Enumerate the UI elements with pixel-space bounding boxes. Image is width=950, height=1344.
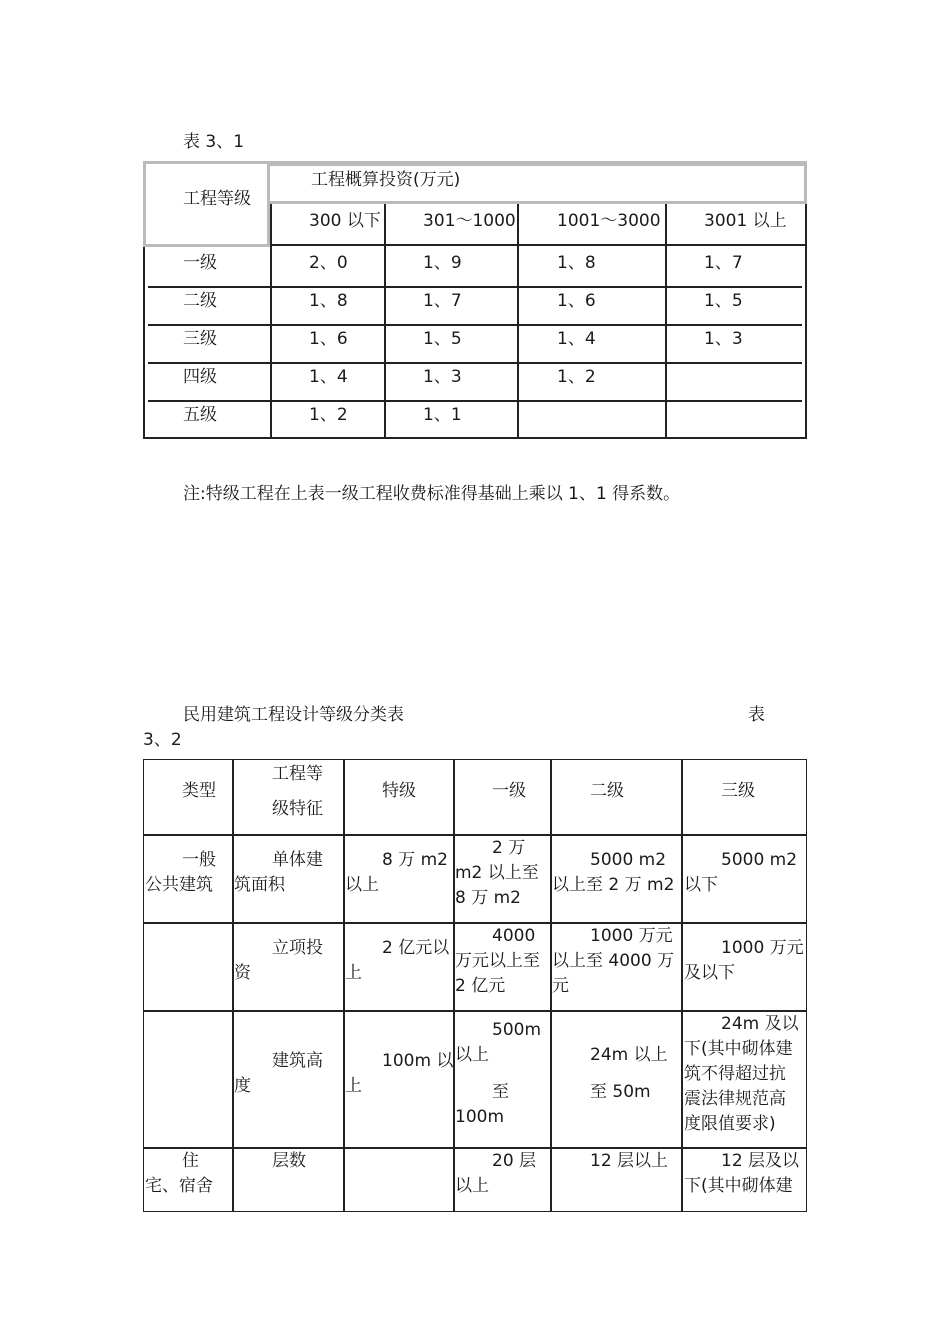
table1-cell: 1、9 <box>423 253 462 273</box>
table1-note: 注:特级工程在上表一级工程收费标准得基础上乘以 1、1 得系数。 <box>183 484 681 504</box>
table2-row4-level2: 12 层以上 <box>590 1151 669 1171</box>
table2-row1-special-line2: 以上 <box>345 875 379 895</box>
table1-invest-box-bottom <box>270 201 807 204</box>
table1-cell: 1、7 <box>704 253 743 273</box>
table2-row3-level3-line5: 度限值要求) <box>684 1114 776 1134</box>
table2-row2-special-line1: 2 亿元以 <box>382 938 450 958</box>
table1-hline-3 <box>148 362 802 364</box>
table2-header-special: 特级 <box>382 781 416 801</box>
table2-row3-level1-line3: 至 <box>492 1082 509 1102</box>
table1-cell: 1、4 <box>309 367 348 387</box>
table1-row-grade: 三级 <box>183 329 217 349</box>
table2-row4-feature: 层数 <box>272 1151 306 1171</box>
table2-row1-type-line1: 一般 <box>182 850 216 870</box>
table1-border-right <box>805 201 807 439</box>
table1-cell: 1、7 <box>423 291 462 311</box>
table2-row2-level1-line1: 4000 <box>492 926 536 946</box>
table2-row1-feature-line2: 筑面积 <box>234 875 285 895</box>
table1-range: 300 以下 <box>309 211 381 231</box>
table2-row3-level1-line1: 500m <box>492 1020 542 1040</box>
table2-caption-title: 民用建筑工程设计等级分类表 <box>183 705 404 725</box>
table2-row2-level2-line3: 元 <box>552 976 569 996</box>
table2-row3-special-line2: 上 <box>345 1076 362 1096</box>
table2-row1-level1-line1: 2 万 <box>492 838 526 858</box>
table2-row4-level1-line2: 以上 <box>455 1176 489 1196</box>
table1-range: 1001～3000 <box>557 211 661 231</box>
table1-cell: 1、1 <box>423 405 462 425</box>
table2-row1-feature-line1: 单体建 <box>272 850 323 870</box>
table2-row3-level3-line4: 震法律规范高 <box>684 1089 786 1109</box>
table2 <box>143 759 807 1212</box>
table1-row-grade: 五级 <box>183 405 217 425</box>
table1-header-grade: 工程等级 <box>183 189 251 209</box>
table2-row3-special-line1: 100m 以 <box>382 1051 454 1071</box>
table2-row1-level3-line2: 以下 <box>684 875 718 895</box>
table2-row3-level3-line1: 24m 及以 <box>721 1014 799 1034</box>
table2-header-type: 类型 <box>182 781 216 801</box>
table2-row4-type-line1: 住 <box>182 1151 199 1171</box>
table2-row1-level3-line1: 5000 m2 <box>721 850 798 870</box>
table1-row-grade: 一级 <box>183 253 217 273</box>
table1-cell: 1、8 <box>557 253 596 273</box>
table1-grade-box-bottom <box>143 244 270 247</box>
table2-row2-special-line2: 上 <box>345 963 362 983</box>
table2-vline-5 <box>681 760 683 1211</box>
table2-row3-level1-line2: 以上 <box>455 1045 489 1065</box>
table2-row1-level1-line3: 8 万 m2 <box>455 888 521 908</box>
table1-row-grade: 二级 <box>183 291 217 311</box>
table2-row1-level1-line2: m2 以上至 <box>455 863 539 883</box>
table2-row2-level3-line1: 1000 万元 <box>721 938 804 958</box>
table1-vline-1 <box>270 204 272 439</box>
table1-invest-box-top <box>270 164 807 166</box>
table1-vline-3 <box>517 204 519 439</box>
table2-row1-type-line2: 公共建筑 <box>145 875 213 895</box>
table2-row2-level1-line2: 万元以上至 <box>455 951 540 971</box>
table1-cell: 1、6 <box>557 291 596 311</box>
table1-border-bottom <box>143 437 807 439</box>
table1-cell: 1、4 <box>557 329 596 349</box>
table1-cell: 2、0 <box>309 253 348 273</box>
table1-row-grade: 四级 <box>183 367 217 387</box>
table1-cell: 1、8 <box>309 291 348 311</box>
table1-vline-4 <box>665 204 667 439</box>
table2-row2-feature-line1: 立项投 <box>272 938 323 958</box>
table1-cell: 1、2 <box>557 367 596 387</box>
table2-row3-level3-line3: 筑不得超过抗 <box>684 1064 786 1084</box>
table2-header-level1: 一级 <box>492 781 526 801</box>
table2-row4-level1-line1: 20 层 <box>492 1151 537 1171</box>
table2-row2-level1-line3: 2 亿元 <box>455 976 506 996</box>
table2-row2-feature-line2: 资 <box>234 963 251 983</box>
table1-cell: 1、5 <box>423 329 462 349</box>
table1-border-left <box>143 247 145 439</box>
table2-header-feature-line2: 级特征 <box>272 799 323 819</box>
table2-header-feature-line1: 工程等 <box>272 764 323 784</box>
table1-vline-2 <box>384 204 386 439</box>
table2-header-level3: 三级 <box>721 781 755 801</box>
table2-row4-level3-line2: 下(其中砌体建 <box>684 1176 793 1196</box>
table1-hline-4 <box>148 400 802 402</box>
table1-border-left-header <box>143 161 146 247</box>
table1-invest-box-right <box>804 164 807 204</box>
table1-range: 301～1000 <box>423 211 516 231</box>
table2-row2-level2-line2: 以上至 4000 万 <box>552 951 675 971</box>
table2-row3-level3-line2: 下(其中砌体建 <box>684 1039 793 1059</box>
table1 <box>143 161 807 439</box>
table1-hline-header <box>270 244 807 246</box>
table2-row2-level2-line1: 1000 万元 <box>590 926 673 946</box>
table2-row1-special-line1: 8 万 m2 <box>382 850 448 870</box>
table2-hline-2 <box>144 922 806 924</box>
table1-cell: 1、6 <box>309 329 348 349</box>
table1-header-invest: 工程概算投资(万元) <box>311 170 461 190</box>
table2-hline-4 <box>144 1147 806 1149</box>
table2-caption-tag: 表 <box>748 705 765 725</box>
table2-row4-type-line2: 宅、宿舍 <box>145 1176 213 1196</box>
table1-caption: 表 3、1 <box>183 132 245 152</box>
table1-cell: 1、3 <box>704 329 743 349</box>
table1-hline-1 <box>148 286 802 288</box>
table2-row3-level2-line1: 24m 以上 <box>590 1045 668 1065</box>
table2-hline-3 <box>144 1010 806 1012</box>
table2-row3-level2-line2: 至 50m <box>590 1082 651 1102</box>
table1-range: 3001 以上 <box>704 211 787 231</box>
table2-row3-level1-line4: 100m <box>455 1107 505 1127</box>
table2-row3-feature-line2: 度 <box>234 1076 251 1096</box>
table2-caption-number: 3、2 <box>143 730 182 750</box>
table2-header-level2: 二级 <box>590 781 624 801</box>
table2-row4-level3-line1: 12 层及以 <box>721 1151 800 1171</box>
table2-row3-feature-line1: 建筑高 <box>272 1051 323 1071</box>
table1-cell: 1、5 <box>704 291 743 311</box>
table2-hline-1 <box>144 834 806 836</box>
table1-cell: 1、3 <box>423 367 462 387</box>
table1-cell: 1、2 <box>309 405 348 425</box>
table2-row1-level2-line1: 5000 m2 <box>590 850 667 870</box>
table2-row1-level2-line2: 以上至 2 万 m2 <box>552 875 675 895</box>
table1-hline-2 <box>148 324 802 326</box>
table2-row2-level3-line2: 及以下 <box>684 963 735 983</box>
